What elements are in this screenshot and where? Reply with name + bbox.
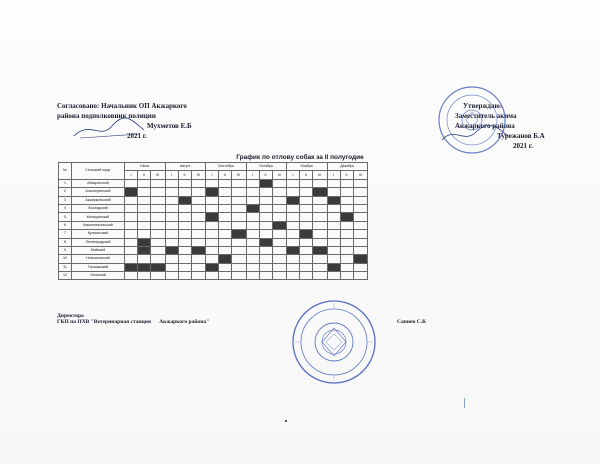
empty-cell xyxy=(138,179,151,187)
empty-cell xyxy=(125,213,138,221)
row-district: Акжаркольский xyxy=(72,196,125,204)
scheduled-cell xyxy=(138,263,151,271)
approval-left-line4: 2021 г. xyxy=(127,132,147,140)
empty-cell xyxy=(191,238,206,246)
empty-cell xyxy=(232,246,247,254)
table-row xyxy=(59,179,368,187)
empty-cell xyxy=(246,196,259,204)
empty-cell xyxy=(353,196,368,204)
row-number: 3 xyxy=(59,196,72,204)
empty-cell xyxy=(353,246,368,254)
empty-cell xyxy=(246,230,259,238)
row-number: 12 xyxy=(59,272,72,280)
header-decade: I xyxy=(327,171,340,179)
empty-cell xyxy=(287,255,300,263)
empty-cell xyxy=(165,230,178,238)
header-month: Июль xyxy=(125,163,166,171)
approval-right-line2: Заместитель акима xyxy=(455,112,517,120)
empty-cell xyxy=(287,263,300,271)
empty-cell xyxy=(165,188,178,196)
empty-cell xyxy=(340,263,353,271)
empty-cell xyxy=(151,272,166,280)
row-number: 6 xyxy=(59,221,72,229)
approval-right-line5: 2021 г. xyxy=(513,142,533,150)
empty-cell xyxy=(232,263,247,271)
footer xyxy=(57,313,209,325)
approval-left-line2: района подполковник полиции xyxy=(57,112,156,120)
scheduled-cell xyxy=(125,188,138,196)
empty-cell xyxy=(178,263,191,271)
scheduled-cell xyxy=(178,196,191,204)
empty-cell xyxy=(353,230,368,238)
approval-right-line4: Турежанов Б.А xyxy=(497,132,545,140)
empty-cell xyxy=(259,255,272,263)
empty-cell xyxy=(353,221,368,229)
empty-cell xyxy=(272,188,287,196)
empty-cell xyxy=(287,221,300,229)
empty-cell xyxy=(313,263,328,271)
approval-right-line1: Утверждаю: xyxy=(463,102,503,110)
empty-cell xyxy=(259,188,272,196)
header-decade: I xyxy=(246,171,259,179)
empty-cell xyxy=(151,204,166,212)
empty-cell xyxy=(206,272,219,280)
header-decade: III xyxy=(353,171,368,179)
empty-cell xyxy=(191,221,206,229)
empty-cell xyxy=(287,188,300,196)
row-number: 1 xyxy=(59,179,72,187)
empty-cell xyxy=(165,221,178,229)
empty-cell xyxy=(272,213,287,221)
empty-cell xyxy=(138,255,151,263)
empty-cell xyxy=(287,213,300,221)
empty-cell xyxy=(327,230,340,238)
empty-cell xyxy=(327,221,340,229)
row-number: 2 xyxy=(59,188,72,196)
row-number: 7 xyxy=(59,230,72,238)
table-row xyxy=(59,213,368,221)
empty-cell xyxy=(353,204,368,212)
empty-cell xyxy=(178,179,191,187)
empty-cell xyxy=(353,263,368,271)
empty-cell xyxy=(353,238,368,246)
empty-cell xyxy=(178,246,191,254)
empty-cell xyxy=(138,213,151,221)
empty-cell xyxy=(165,196,178,204)
header-month: Октябрь xyxy=(246,163,287,171)
empty-cell xyxy=(313,272,328,280)
empty-cell xyxy=(246,246,259,254)
scheduled-cell xyxy=(125,263,138,271)
table-row xyxy=(59,221,368,229)
empty-cell xyxy=(313,179,328,187)
empty-cell xyxy=(165,238,178,246)
scheduled-cell xyxy=(353,255,368,263)
row-district: Ленинградский xyxy=(72,238,125,246)
page-mark xyxy=(285,420,287,422)
empty-cell xyxy=(340,221,353,229)
scheduled-cell xyxy=(138,246,151,254)
row-district: Кульчесский xyxy=(72,230,125,238)
row-district: Талшыкский xyxy=(72,263,125,271)
scheduled-cell xyxy=(313,246,328,254)
empty-cell xyxy=(300,188,313,196)
empty-cell xyxy=(327,188,340,196)
empty-cell xyxy=(219,188,232,196)
row-district: Кенащинский xyxy=(72,213,125,221)
row-number: 10 xyxy=(59,255,72,263)
empty-cell xyxy=(300,246,313,254)
schedule-title: График по отлову собак за II полугодие xyxy=(236,154,364,161)
empty-cell xyxy=(259,272,272,280)
empty-cell xyxy=(151,230,166,238)
empty-cell xyxy=(165,179,178,187)
edge-mark xyxy=(464,398,465,408)
table-row xyxy=(59,238,368,246)
row-district: Майский xyxy=(72,246,125,254)
empty-cell xyxy=(219,204,232,212)
empty-cell xyxy=(287,204,300,212)
empty-cell xyxy=(178,204,191,212)
empty-cell xyxy=(219,179,232,187)
empty-cell xyxy=(313,238,328,246)
empty-cell xyxy=(219,263,232,271)
scheduled-cell xyxy=(165,246,178,254)
empty-cell xyxy=(232,238,247,246)
empty-cell xyxy=(300,196,313,204)
empty-cell xyxy=(259,230,272,238)
empty-cell xyxy=(313,255,328,263)
empty-cell xyxy=(300,272,313,280)
table-row xyxy=(59,272,368,280)
empty-cell xyxy=(125,230,138,238)
empty-cell xyxy=(272,204,287,212)
header-decade: III xyxy=(272,171,287,179)
footer-signatory: Сапиев С.К xyxy=(397,319,427,325)
empty-cell xyxy=(191,230,206,238)
empty-cell xyxy=(125,246,138,254)
empty-cell xyxy=(287,238,300,246)
empty-cell xyxy=(340,204,353,212)
empty-cell xyxy=(191,196,206,204)
row-district: Уалиский xyxy=(72,272,125,280)
empty-cell xyxy=(138,272,151,280)
empty-cell xyxy=(191,255,206,263)
header-decade: II xyxy=(300,171,313,179)
empty-cell xyxy=(246,221,259,229)
empty-cell xyxy=(272,255,287,263)
empty-cell xyxy=(232,221,247,229)
empty-cell xyxy=(259,204,272,212)
empty-cell xyxy=(340,238,353,246)
empty-cell xyxy=(151,221,166,229)
empty-cell xyxy=(340,179,353,187)
approval-left-line1: Согласовано: Начальник ОП Акжаркого xyxy=(57,102,187,110)
empty-cell xyxy=(246,272,259,280)
scheduled-cell xyxy=(232,230,247,238)
empty-cell xyxy=(219,230,232,238)
empty-cell xyxy=(259,263,272,271)
empty-cell xyxy=(138,221,151,229)
empty-cell xyxy=(232,255,247,263)
header-decade: I xyxy=(165,171,178,179)
scheduled-cell xyxy=(259,179,272,187)
empty-cell xyxy=(191,272,206,280)
empty-cell xyxy=(191,213,206,221)
empty-cell xyxy=(327,238,340,246)
empty-cell xyxy=(287,230,300,238)
empty-cell xyxy=(353,272,368,280)
empty-cell xyxy=(353,188,368,196)
empty-cell xyxy=(313,213,328,221)
table-row xyxy=(59,196,368,204)
row-district: Айсаринский xyxy=(72,179,125,187)
empty-cell xyxy=(353,213,368,221)
scheduled-cell xyxy=(206,188,219,196)
header-district: Сельский округ xyxy=(72,163,125,180)
empty-cell xyxy=(191,188,206,196)
empty-cell xyxy=(206,246,219,254)
schedule-table xyxy=(58,162,368,280)
empty-cell xyxy=(191,204,206,212)
empty-cell xyxy=(178,221,191,229)
row-district: Алкатеринский xyxy=(72,188,125,196)
empty-cell xyxy=(151,255,166,263)
empty-cell xyxy=(232,204,247,212)
empty-cell xyxy=(178,255,191,263)
footer-line1: Директора xyxy=(57,313,84,319)
empty-cell xyxy=(300,204,313,212)
empty-cell xyxy=(138,230,151,238)
empty-cell xyxy=(246,255,259,263)
empty-cell xyxy=(219,272,232,280)
empty-cell xyxy=(272,196,287,204)
header-number: № xyxy=(59,163,72,180)
empty-cell xyxy=(313,221,328,229)
table-row xyxy=(59,204,368,212)
empty-cell xyxy=(232,272,247,280)
empty-cell xyxy=(191,263,206,271)
empty-cell xyxy=(327,272,340,280)
empty-cell xyxy=(232,213,247,221)
empty-cell xyxy=(178,272,191,280)
empty-cell xyxy=(151,188,166,196)
empty-cell xyxy=(138,196,151,204)
empty-cell xyxy=(178,230,191,238)
empty-cell xyxy=(219,196,232,204)
empty-cell xyxy=(206,204,219,212)
empty-cell xyxy=(246,238,259,246)
header-decade: II xyxy=(219,171,232,179)
empty-cell xyxy=(206,255,219,263)
header-decade: I xyxy=(125,171,138,179)
empty-cell xyxy=(340,255,353,263)
empty-cell xyxy=(327,179,340,187)
empty-cell xyxy=(219,221,232,229)
empty-cell xyxy=(232,188,247,196)
empty-cell xyxy=(151,246,166,254)
empty-cell xyxy=(340,230,353,238)
empty-cell xyxy=(259,221,272,229)
header-month: Август xyxy=(165,163,206,171)
empty-cell xyxy=(246,188,259,196)
scheduled-cell xyxy=(206,263,219,271)
empty-cell xyxy=(300,179,313,187)
empty-cell xyxy=(300,221,313,229)
empty-cell xyxy=(219,246,232,254)
empty-cell xyxy=(178,213,191,221)
empty-cell xyxy=(151,213,166,221)
header-decade: II xyxy=(138,171,151,179)
empty-cell xyxy=(206,238,219,246)
row-number: 8 xyxy=(59,238,72,246)
scheduled-cell xyxy=(246,204,259,212)
scheduled-cell xyxy=(287,246,300,254)
header-decade: I xyxy=(206,171,219,179)
scheduled-cell xyxy=(327,196,340,204)
scheduled-cell xyxy=(287,196,300,204)
empty-cell xyxy=(313,196,328,204)
empty-cell xyxy=(272,263,287,271)
veterinary-station-seal xyxy=(290,298,378,386)
empty-cell xyxy=(151,196,166,204)
row-district: Кишкенекольский xyxy=(72,221,125,229)
empty-cell xyxy=(246,213,259,221)
empty-cell xyxy=(327,246,340,254)
row-number: 11 xyxy=(59,263,72,271)
header-decade: II xyxy=(259,171,272,179)
empty-cell xyxy=(191,179,206,187)
empty-cell xyxy=(287,272,300,280)
empty-cell xyxy=(138,204,151,212)
empty-cell xyxy=(272,179,287,187)
header-month: Сентябрь xyxy=(206,163,247,171)
approval-left-line3: Мухметов Е.Б xyxy=(147,122,192,130)
empty-cell xyxy=(165,204,178,212)
row-number: 9 xyxy=(59,246,72,254)
empty-cell xyxy=(125,272,138,280)
header-decade: III xyxy=(313,171,328,179)
empty-cell xyxy=(313,204,328,212)
empty-cell xyxy=(340,196,353,204)
empty-cell xyxy=(246,263,259,271)
empty-cell xyxy=(125,255,138,263)
empty-cell xyxy=(300,238,313,246)
empty-cell xyxy=(246,179,259,187)
empty-cell xyxy=(151,179,166,187)
table-row xyxy=(59,230,368,238)
scheduled-cell xyxy=(313,188,328,196)
empty-cell xyxy=(232,179,247,187)
empty-cell xyxy=(178,238,191,246)
empty-cell xyxy=(327,255,340,263)
empty-cell xyxy=(165,263,178,271)
header-decade: III xyxy=(151,171,166,179)
empty-cell xyxy=(300,213,313,221)
row-number: 4 xyxy=(59,204,72,212)
empty-cell xyxy=(206,221,219,229)
empty-cell xyxy=(287,179,300,187)
empty-cell xyxy=(165,213,178,221)
empty-cell xyxy=(219,238,232,246)
empty-cell xyxy=(206,230,219,238)
empty-cell xyxy=(272,272,287,280)
empty-cell xyxy=(272,238,287,246)
row-district: Восходский xyxy=(72,204,125,212)
table-row xyxy=(59,188,368,196)
empty-cell xyxy=(178,188,191,196)
empty-cell xyxy=(313,230,328,238)
row-district: Новосельский xyxy=(72,255,125,263)
scheduled-cell xyxy=(300,230,313,238)
scheduled-cell xyxy=(151,263,166,271)
empty-cell xyxy=(327,213,340,221)
empty-cell xyxy=(232,196,247,204)
empty-cell xyxy=(327,204,340,212)
signature-right xyxy=(440,122,510,146)
header-month: Декабрь xyxy=(327,163,368,171)
empty-cell xyxy=(125,179,138,187)
header-month: Ноябрь xyxy=(287,163,328,171)
empty-cell xyxy=(272,246,287,254)
empty-cell xyxy=(259,196,272,204)
table-row xyxy=(59,246,368,254)
empty-cell xyxy=(125,221,138,229)
header-decade: II xyxy=(178,171,191,179)
row-number: 5 xyxy=(59,213,72,221)
empty-cell xyxy=(219,213,232,221)
empty-cell xyxy=(138,188,151,196)
scheduled-cell xyxy=(206,213,219,221)
scheduled-cell xyxy=(219,255,232,263)
empty-cell xyxy=(300,263,313,271)
approval-right-line3: Акжаркого района xyxy=(455,122,515,130)
table-row xyxy=(59,255,368,263)
scheduled-cell xyxy=(327,263,340,271)
header-decade: II xyxy=(340,171,353,179)
footer-line2: ГКП на ПХВ "Ветеринарная станция Акжаркого района" xyxy=(57,319,210,325)
empty-cell xyxy=(125,204,138,212)
empty-cell xyxy=(259,213,272,221)
signature-left xyxy=(70,112,150,142)
table-header-months xyxy=(59,163,368,171)
header-decade: III xyxy=(232,171,247,179)
empty-cell xyxy=(353,179,368,187)
scheduled-cell xyxy=(272,221,287,229)
empty-cell xyxy=(340,188,353,196)
empty-cell xyxy=(272,230,287,238)
empty-cell xyxy=(340,272,353,280)
empty-cell xyxy=(340,246,353,254)
empty-cell xyxy=(165,255,178,263)
empty-cell xyxy=(125,238,138,246)
empty-cell xyxy=(151,238,166,246)
empty-cell xyxy=(206,196,219,204)
empty-cell xyxy=(259,246,272,254)
table-row xyxy=(59,263,368,271)
scheduled-cell xyxy=(340,213,353,221)
scheduled-cell xyxy=(138,238,151,246)
header-decade: I xyxy=(287,171,300,179)
scheduled-cell xyxy=(191,246,206,254)
header-decade: III xyxy=(191,171,206,179)
empty-cell xyxy=(165,272,178,280)
empty-cell xyxy=(206,179,219,187)
scheduled-cell xyxy=(259,238,272,246)
empty-cell xyxy=(300,255,313,263)
empty-cell xyxy=(125,196,138,204)
